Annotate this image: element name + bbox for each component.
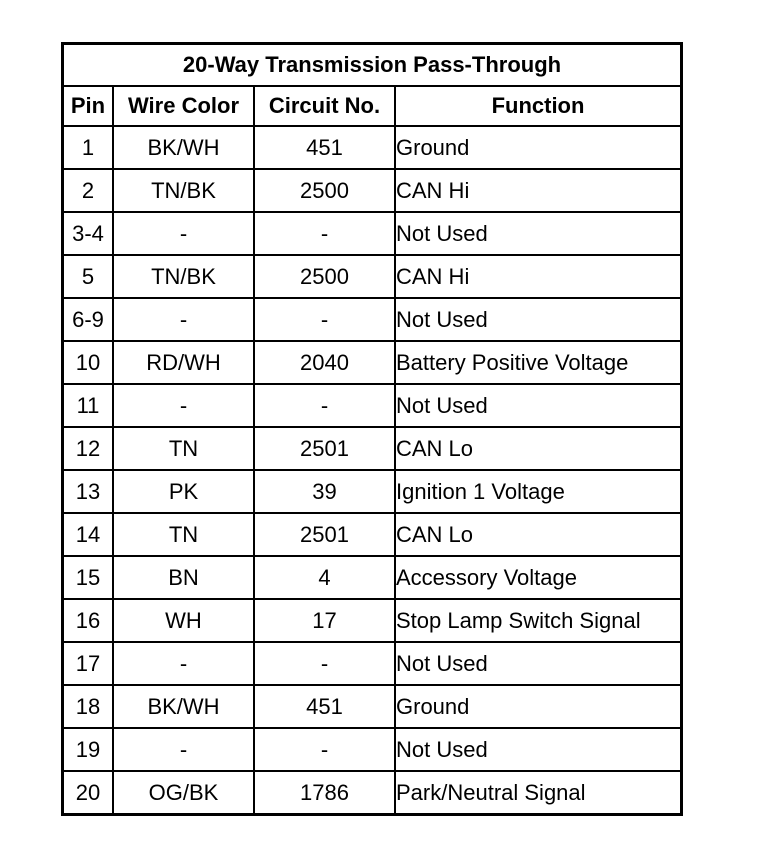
wire-color-cell: TN [113, 427, 254, 470]
table-row [63, 599, 682, 642]
wire-color-cell: - [113, 384, 254, 427]
circuit-cell: - [254, 384, 395, 427]
wire-color-cell: PK [113, 470, 254, 513]
header-pin: Pin [63, 86, 114, 126]
header-function: Function [395, 86, 682, 126]
function-cell: Not Used [395, 728, 682, 771]
function-cell: Park/Neutral Signal [395, 771, 682, 815]
function-cell: Not Used [395, 642, 682, 685]
table-row [63, 771, 682, 815]
pin-cell: 19 [63, 728, 114, 771]
pin-cell: 10 [63, 341, 114, 384]
table-row [63, 470, 682, 513]
pin-cell: 20 [63, 771, 114, 815]
function-cell: CAN Lo [395, 427, 682, 470]
circuit-cell: 4 [254, 556, 395, 599]
function-cell: Ground [395, 685, 682, 728]
function-cell: Battery Positive Voltage [395, 341, 682, 384]
circuit-cell: 2040 [254, 341, 395, 384]
circuit-cell: 39 [254, 470, 395, 513]
circuit-cell: 2501 [254, 427, 395, 470]
table-row [63, 169, 682, 212]
pin-cell: 13 [63, 470, 114, 513]
function-cell: Not Used [395, 298, 682, 341]
pin-cell: 11 [63, 384, 114, 427]
pin-cell: 16 [63, 599, 114, 642]
circuit-cell: 1786 [254, 771, 395, 815]
circuit-cell: - [254, 212, 395, 255]
circuit-cell: - [254, 728, 395, 771]
header-wire-color: Wire Color [113, 86, 254, 126]
wire-color-cell: TN/BK [113, 255, 254, 298]
table-title-row [63, 44, 682, 87]
table-row [63, 642, 682, 685]
table-row [63, 728, 682, 771]
circuit-cell: 2500 [254, 169, 395, 212]
wire-color-cell: BK/WH [113, 126, 254, 169]
pin-cell: 1 [63, 126, 114, 169]
function-cell: Not Used [395, 384, 682, 427]
wire-color-cell: - [113, 212, 254, 255]
wire-color-cell: - [113, 728, 254, 771]
table-row [63, 556, 682, 599]
function-cell: Not Used [395, 212, 682, 255]
pin-cell: 6-9 [63, 298, 114, 341]
table-row [63, 685, 682, 728]
table-row [63, 255, 682, 298]
circuit-cell: - [254, 642, 395, 685]
wire-color-cell: OG/BK [113, 771, 254, 815]
function-cell: Stop Lamp Switch Signal [395, 599, 682, 642]
table-row [63, 298, 682, 341]
function-cell: CAN Lo [395, 513, 682, 556]
pin-cell: 18 [63, 685, 114, 728]
table-row [63, 126, 682, 169]
circuit-cell: 2500 [254, 255, 395, 298]
pin-cell: 5 [63, 255, 114, 298]
table-title: 20-Way Transmission Pass-Through [63, 44, 682, 87]
circuit-cell: 17 [254, 599, 395, 642]
wire-color-cell: - [113, 642, 254, 685]
circuit-cell: - [254, 298, 395, 341]
function-cell: CAN Hi [395, 255, 682, 298]
table-row [63, 513, 682, 556]
table-row [63, 427, 682, 470]
wire-color-cell: RD/WH [113, 341, 254, 384]
circuit-cell: 451 [254, 685, 395, 728]
wire-color-cell: TN/BK [113, 169, 254, 212]
pin-cell: 12 [63, 427, 114, 470]
wire-color-cell: BK/WH [113, 685, 254, 728]
pin-cell: 14 [63, 513, 114, 556]
table-body [63, 126, 682, 815]
function-cell: Ignition 1 Voltage [395, 470, 682, 513]
table-row [63, 212, 682, 255]
wire-color-cell: - [113, 298, 254, 341]
circuit-cell: 2501 [254, 513, 395, 556]
function-cell: Accessory Voltage [395, 556, 682, 599]
table-header-row [63, 86, 682, 126]
function-cell: CAN Hi [395, 169, 682, 212]
circuit-cell: 451 [254, 126, 395, 169]
table-row [63, 341, 682, 384]
header-circuit: Circuit No. [254, 86, 395, 126]
function-cell: Ground [395, 126, 682, 169]
wire-color-cell: WH [113, 599, 254, 642]
pinout-table [61, 42, 683, 816]
pin-cell: 3-4 [63, 212, 114, 255]
pin-cell: 17 [63, 642, 114, 685]
wire-color-cell: TN [113, 513, 254, 556]
table-row [63, 384, 682, 427]
wire-color-cell: BN [113, 556, 254, 599]
pin-cell: 2 [63, 169, 114, 212]
pin-cell: 15 [63, 556, 114, 599]
